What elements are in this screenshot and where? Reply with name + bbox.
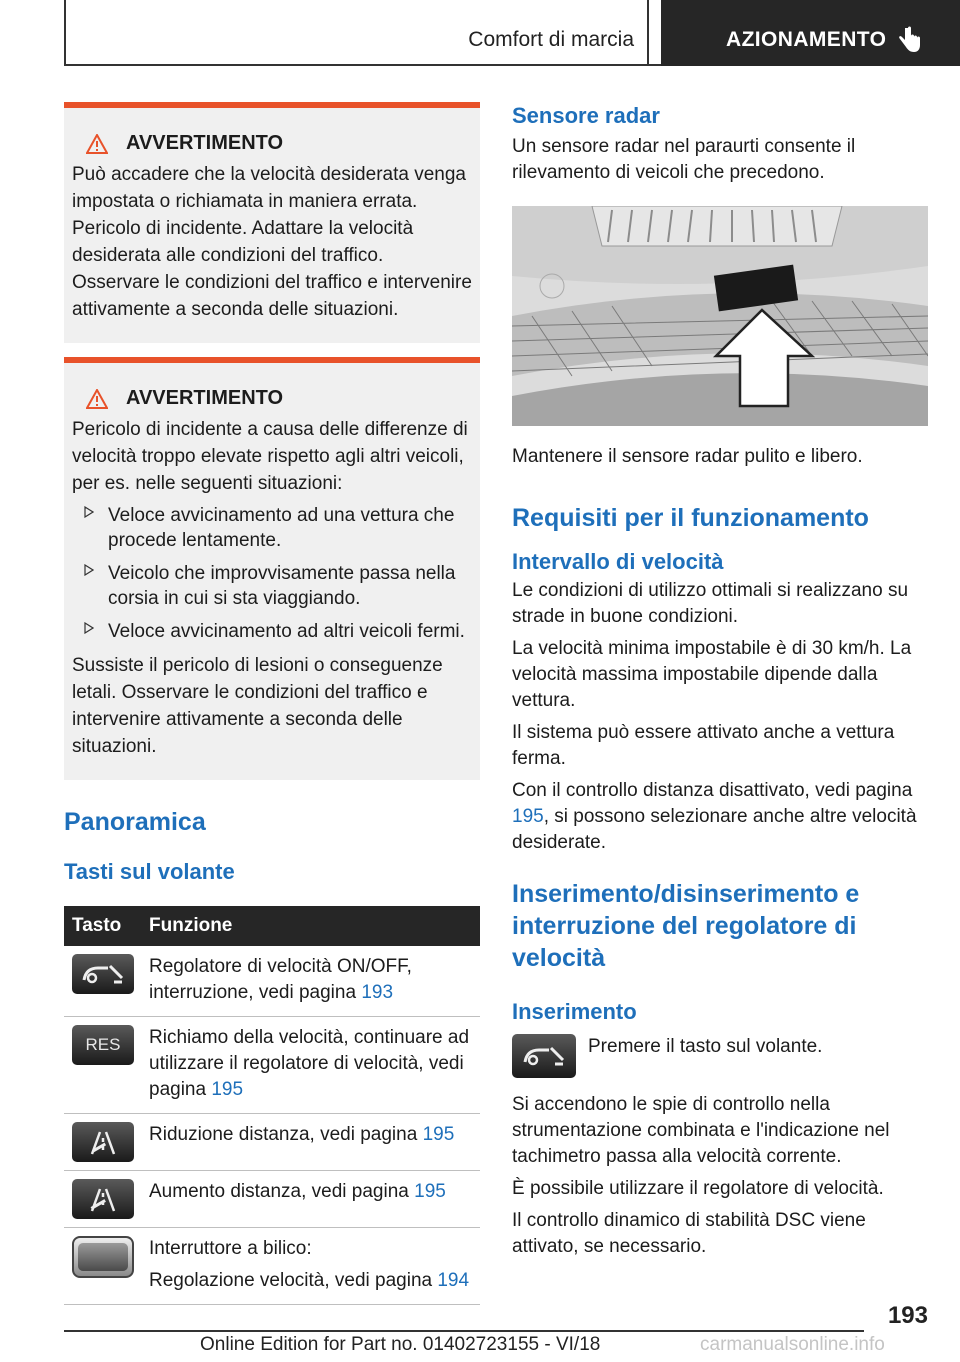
chapter-title: Comfort di marcia [468, 28, 634, 51]
radar-caption: Mantenere il sensore radar pulito e libero. [512, 446, 863, 467]
list-item: Veloce avvicinamento ad altri veicoli fermi. [72, 619, 472, 644]
press-key-row [512, 1034, 928, 1078]
warning-text: Può accadere che la velocità desiderata venga impostata o richiamata in maniera errata. Pericolo di incidente. Adattare la velocità desiderata alle condizioni del traffico. Osservare le condizioni del traffico e intervenire attivamente a seconda delle situazioni. [72, 164, 472, 320]
table-row: Regolatore di velocità ON/OFF, interruzione, vedi pagina 193 [64, 946, 480, 1017]
warning-list [72, 503, 472, 644]
col-header-key: Tasto [64, 906, 141, 946]
bullet-triangle-icon [84, 564, 94, 576]
inserimento-p3: Il controllo dinamico di stabilità DSC viene attivato, se necessario. [512, 1210, 866, 1257]
bumper-illustration [512, 206, 928, 426]
table-row: Aumento distanza, vedi pagina 195 [64, 1171, 480, 1228]
warning-title: AVVERTIMENTO [86, 132, 472, 155]
page-number: 193 [887, 1302, 928, 1329]
radar-text: Un sensore radar nel paraurti consente il rilevamento di veicoli che precedono. [512, 136, 856, 183]
radar-heading: Sensore radar [512, 103, 660, 128]
hand-pointer-icon [896, 26, 922, 54]
list-item: Veicolo che improvvisamente passa nella corsia in cui si sta viaggiando. [72, 561, 472, 611]
warning-box-2 [64, 357, 480, 780]
table-row: RES Richiamo della velocità, continuare ad utilizzare il regolatore di velocità, vedi pagina 195 [64, 1017, 480, 1114]
radar-sensor-photo [512, 206, 928, 426]
requisiti-p2: La velocità minima impostabile è di 30 km/h. La velocità massima impostabile dipende dalla vettura. [512, 638, 912, 711]
panoramica-heading: Panoramica [64, 808, 206, 836]
list-item: Veloce avvicinamento ad una vettura che procede lentamente. [72, 503, 472, 553]
page-link[interactable]: 193 [361, 982, 394, 1003]
press-key-text: Premere il tasto sul volante. [588, 1036, 823, 1057]
section-title: AZIONAMENTO [726, 28, 887, 51]
rocker-switch-icon [72, 1236, 134, 1278]
warning-triangle-icon [86, 134, 108, 154]
cruise-control-icon [72, 954, 134, 994]
warning-title: AVVERTIMENTO [86, 387, 472, 410]
inserimento-p2: È possibile utilizzare il regolatore di velocità. [512, 1178, 884, 1199]
intervallo-heading: Intervallo di velocità [512, 549, 724, 574]
page-link[interactable]: 195 [422, 1124, 455, 1145]
res-key-icon: RES [72, 1025, 134, 1065]
page-link[interactable]: 194 [437, 1270, 470, 1291]
inserimento-p1: Si accendono le spie di controllo nella strumentazione combinata e l'indicazione nel tachimetro passa alla velocità corrente. [512, 1094, 890, 1167]
inserimento-heading: Inserimento/disinserimento e interruzione del regolatore di velocità [512, 880, 860, 972]
warning-intro: Pericolo di incidente a causa delle differenze di velocità troppo elevate rispetto agli altri veicoli, per es. nelle seguenti situazioni: [72, 419, 468, 494]
page-link[interactable]: 195 [414, 1181, 446, 1202]
steering-keys-table [64, 906, 480, 1305]
bullet-triangle-icon [84, 506, 94, 518]
inserimento-subheading: Inserimento [512, 999, 637, 1024]
warning-outro: Sussiste il pericolo di lesioni o conseguenze letali. Osservare le condizioni del traffico e intervenire attivamente a seconda delle situazioni. [72, 655, 443, 757]
requisiti-heading: Requisiti per il funzionamento [512, 504, 869, 532]
requisiti-p3: Il sistema può essere attivato anche a vettura ferma. [512, 722, 895, 769]
requisiti-p4: Con il controllo distanza disattivato, vedi pagina 195, si possono selezionare anche altre velocità desiderate. [512, 780, 917, 853]
left-column [64, 102, 480, 1305]
page-link[interactable]: 195 [512, 806, 544, 827]
page-link[interactable]: 195 [211, 1079, 244, 1100]
warning-box-1 [64, 102, 480, 343]
tasti-heading: Tasti sul volante [64, 859, 235, 884]
footer-rule [64, 1330, 864, 1332]
warning-triangle-icon [86, 389, 108, 409]
edition-text: Online Edition for Part no. 01402723155 - VI/18 [200, 1334, 601, 1355]
distance-decrease-icon [72, 1122, 134, 1162]
requisiti-p1: Le condizioni di utilizzo ottimali si realizzano su strade in buone condizioni. [512, 580, 909, 627]
watermark: carmanualsonline.info [700, 1334, 885, 1355]
distance-increase-icon [72, 1179, 134, 1219]
right-column [512, 102, 928, 1260]
col-header-function: Funzione [141, 906, 480, 946]
bullet-triangle-icon [84, 622, 94, 634]
cruise-control-icon [512, 1034, 576, 1078]
table-row: Riduzione distanza, vedi pagina 195 [64, 1114, 480, 1171]
table-row: Interruttore a bilico: Regolazione velocità, vedi pagina 194 [64, 1228, 480, 1305]
